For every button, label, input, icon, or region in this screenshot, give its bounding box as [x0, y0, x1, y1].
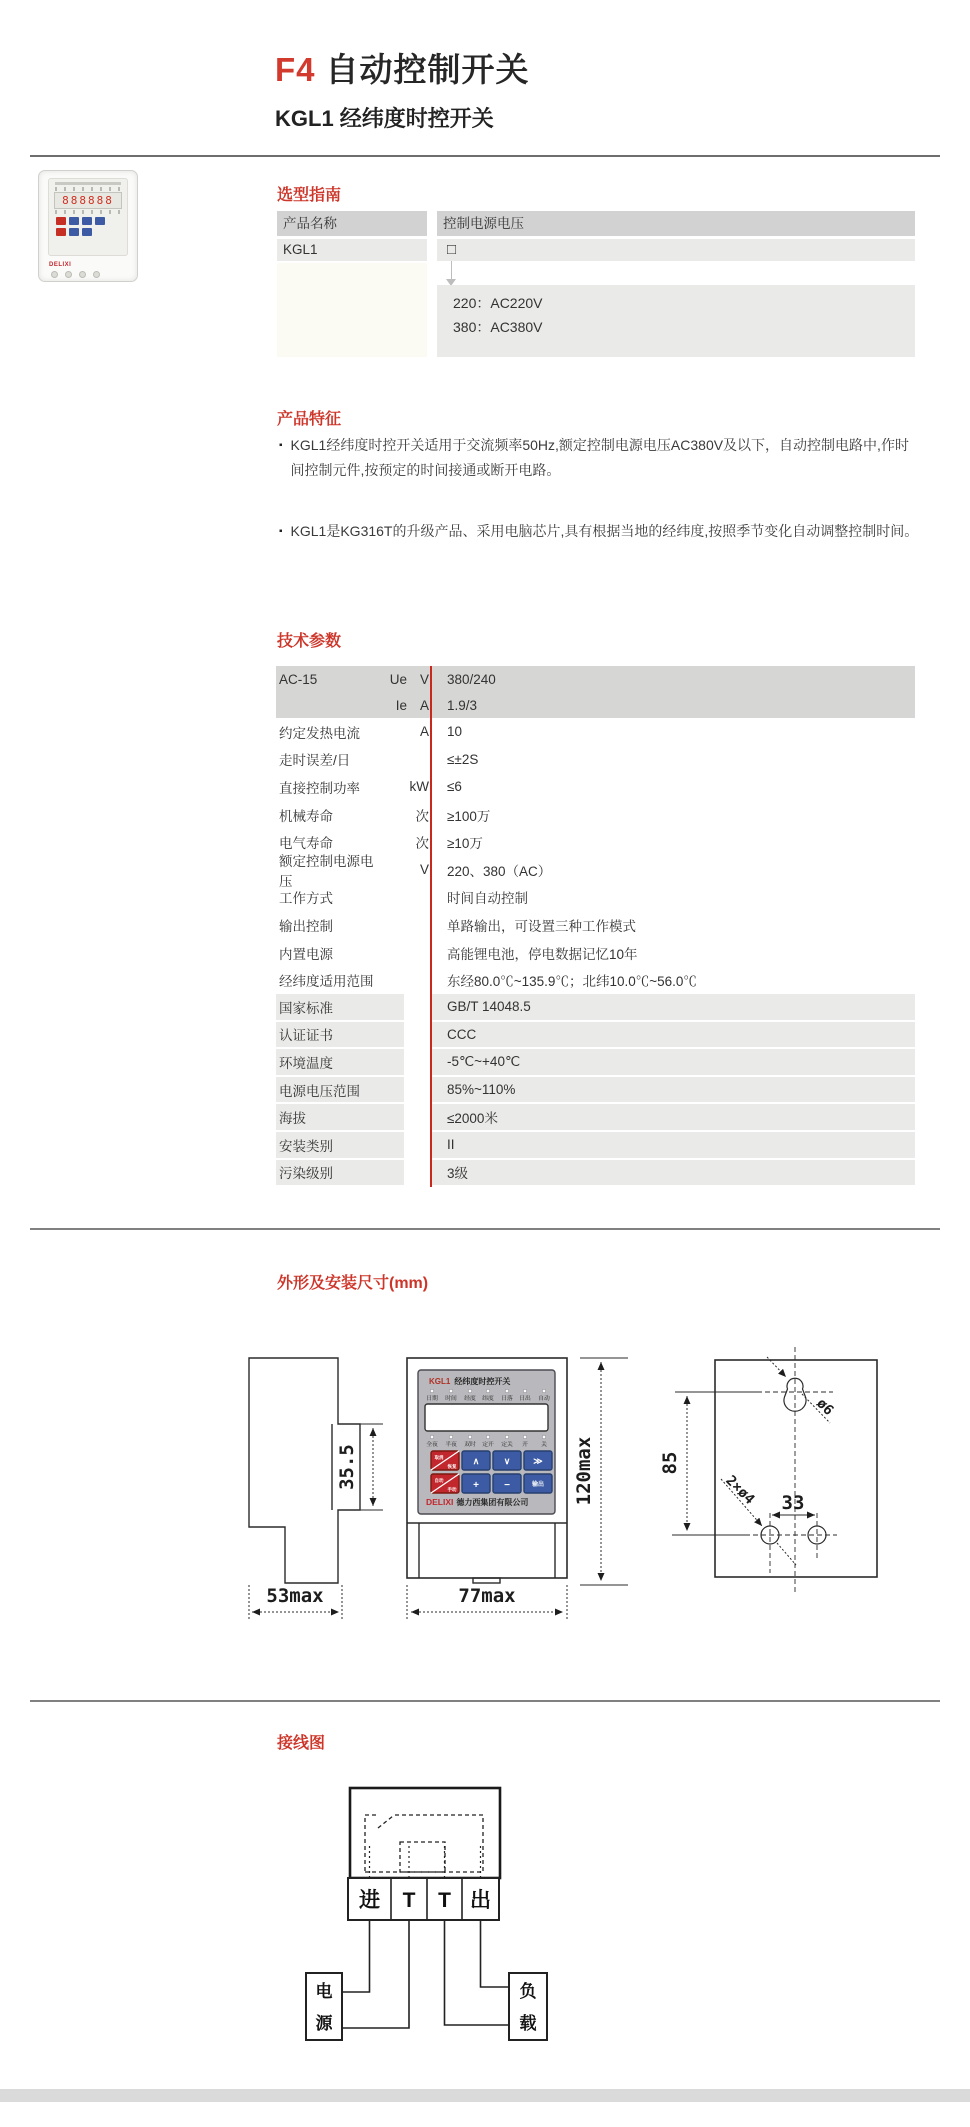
param-label: 工作方式: [279, 891, 333, 907]
param-label: 电源电压范围: [279, 1083, 360, 1099]
param-value: ≥100万: [447, 808, 491, 824]
param-label: 电气寿命: [279, 836, 333, 852]
svg-text:自动: 自动: [434, 1478, 444, 1483]
dimension-drawings: [170, 1330, 940, 1660]
svg-text:+: +: [473, 1480, 479, 1491]
svg-text:∨: ∨: [503, 1456, 511, 1466]
label-small-holes: 2×ø4: [722, 1472, 758, 1508]
param-row: [276, 801, 915, 829]
param-label: 约定发热电流: [279, 725, 360, 741]
svg-text:经度: 经度: [464, 1396, 476, 1402]
param-value: 高能锂电池，停电数据记忆10年: [447, 946, 638, 962]
param-row: [276, 1022, 915, 1050]
svg-text:时间: 时间: [445, 1396, 457, 1402]
terminal-screw: [93, 271, 100, 278]
param-row: [276, 911, 915, 939]
voltage-option: 380：AC380V: [453, 319, 543, 335]
brand-line: DELIXI 德力西集团有限公司: [426, 1497, 529, 1507]
device-label-strip: [55, 182, 121, 185]
svg-text:开: 开: [522, 1442, 528, 1448]
column-header-product-name: 产品名称: [277, 211, 427, 236]
param-label: 认证证书: [279, 1028, 333, 1044]
param-value: -5℃~+40℃: [447, 1053, 521, 1069]
product-photo: [38, 170, 138, 282]
device-brand-label: DELIXI: [49, 262, 72, 268]
param-label: 国家标准: [279, 1000, 333, 1016]
param-label: 经纬度适用范围: [279, 974, 374, 990]
section-code: F4: [275, 51, 316, 88]
param-row: [276, 966, 915, 994]
param-value: 85%~110%: [447, 1082, 516, 1098]
footer-divider-bar: [0, 2089, 970, 2102]
device-led-row: [55, 187, 121, 191]
device-red-button: [56, 217, 66, 225]
relay-coil-box: [400, 1842, 445, 1872]
svg-text:恢复: 恢复: [447, 1464, 457, 1469]
divider-rule-dimensions: [30, 1228, 940, 1230]
device-button-row: [56, 217, 127, 225]
dim-label-width: 77max: [458, 1585, 516, 1607]
param-row: [276, 718, 915, 746]
bullet-square-icon: ▪: [279, 440, 283, 451]
device-terminals: [51, 271, 100, 278]
terminal-label-in: 进: [359, 1889, 380, 1912]
svg-text:∧: ∧: [472, 1456, 480, 1466]
tech-params-heading: 技术参数: [277, 633, 342, 650]
device-blue-button: [69, 217, 79, 225]
param-row: [276, 746, 915, 774]
param-row: [276, 692, 915, 718]
svg-text:定开: 定开: [482, 1442, 494, 1448]
wire-in-to-power: [342, 1920, 370, 1992]
selection-guide-heading: 选型指南: [277, 187, 342, 204]
param-value: ≥10万: [447, 836, 483, 852]
wire-t2-to-load: [445, 1920, 510, 2025]
voltage-code-cell: [437, 239, 915, 261]
param-unit: A: [419, 724, 429, 740]
param-row: [276, 853, 915, 889]
wires: [342, 1920, 509, 2028]
svg-text:自动: 自动: [538, 1396, 550, 1402]
svg-text:纬度: 纬度: [482, 1396, 494, 1402]
param-label: 机械寿命: [279, 808, 333, 824]
param-unit: 次: [415, 808, 429, 824]
device-red-button: [56, 228, 66, 236]
svg-text:手动: 手动: [447, 1487, 457, 1492]
feature-text: KGL1经纬度时控开关适用于交流频率50Hz,额定控制电源电压AC380V及以下，自动控制电路中,作时间控制元件,按预定的时间接通或断开电路。: [290, 437, 909, 478]
param-row: [276, 939, 915, 967]
tech-params-rows: [276, 666, 915, 1187]
param-value: CCC: [447, 1026, 477, 1042]
front-view-drawing: [407, 1358, 628, 1621]
param-label: 输出控制: [279, 918, 333, 934]
bullet-square-icon: ▪: [279, 526, 283, 537]
param-label: 走时误差/日: [279, 753, 351, 769]
lcd-display: [425, 1404, 548, 1431]
param-unit: A: [419, 697, 429, 713]
divider-rule-top: [30, 155, 940, 157]
param-row: [276, 1077, 915, 1105]
param-label: 额定控制电源电压: [279, 853, 374, 889]
param-sub: Ie: [395, 697, 407, 713]
features-heading: 产品特征: [277, 411, 342, 428]
wiring-heading: 接线图: [277, 1735, 326, 1752]
voltage-code-placeholder: □: [447, 241, 457, 258]
svg-text:日期: 日期: [426, 1396, 438, 1402]
power-label: 源: [315, 2014, 333, 2033]
param-row: [276, 1049, 915, 1077]
wiring-diagram: [230, 1780, 620, 2065]
power-label: 电: [315, 1982, 333, 2001]
svg-text:半夜: 半夜: [445, 1442, 457, 1448]
device-blue-button: [69, 228, 79, 236]
param-row: [276, 884, 915, 912]
load-label: 负: [519, 1982, 537, 2001]
svg-text:−: −: [504, 1480, 510, 1491]
svg-text:定关: 定关: [501, 1442, 513, 1448]
dim-label-hole-spacing: 33: [781, 1492, 805, 1514]
param-label: 污染级别: [279, 1166, 333, 1182]
param-value: 220、380（AC）: [447, 863, 552, 879]
voltage-option: 220：AC220V: [453, 295, 543, 311]
feature-text: KGL1是KG316T的升级产品、采用电脑芯片,具有根据当地的经纬度,按照季节变化自动调整控制时间。: [290, 523, 919, 539]
panel-title: KGL1 经纬度时控开关: [429, 1377, 511, 1386]
param-value: 东经80.0℃~135.9℃；北纬10.0℃~56.0℃: [447, 974, 697, 990]
table-left-fill: [277, 263, 427, 357]
mount-view-drawing: [659, 1347, 877, 1592]
param-row: [276, 994, 915, 1022]
param-value: 3级: [447, 1166, 469, 1182]
param-label: 环境温度: [279, 1055, 333, 1071]
tech-params-table: [276, 666, 915, 1187]
param-value: II: [447, 1137, 455, 1153]
param-row: [276, 666, 915, 692]
svg-text:关: 关: [541, 1442, 547, 1448]
terminal-label-t1: T: [402, 1889, 416, 1912]
device-led-row: [55, 210, 121, 214]
terminal-label-out: 出: [470, 1889, 491, 1912]
feature-item: [279, 519, 921, 544]
param-label: 直接控制功率: [279, 780, 360, 796]
feature-item: [279, 433, 921, 483]
param-label: 安装类别: [279, 1138, 333, 1154]
param-row: [276, 1160, 915, 1188]
switch-body-outline: [350, 1788, 500, 1878]
param-sub: Ue: [389, 671, 407, 687]
divider-rule-wiring: [30, 1700, 940, 1702]
param-value: 1.9/3: [447, 697, 478, 713]
param-value: 单路输出，可设置三种工作模式: [447, 918, 636, 934]
device-blue-button: [95, 217, 105, 225]
wire-t1-to-power: [342, 1920, 409, 2028]
param-label: AC-15: [279, 671, 318, 687]
param-value: 时间自动控制: [447, 891, 528, 907]
dim-label-height: 120max: [573, 1436, 595, 1506]
label-large-hole: ø6: [813, 1395, 837, 1419]
param-value: GB/T 14048.5: [447, 999, 531, 1015]
param-value: 380/240: [447, 671, 496, 687]
svg-text:全夜: 全夜: [426, 1442, 438, 1448]
product-subtitle: KGL1 经纬度时控开关: [275, 106, 494, 131]
param-value: ≤2000米: [447, 1111, 498, 1127]
switch-contact-blade: [378, 1816, 393, 1828]
dim-label-depth: 53max: [266, 1585, 324, 1607]
dim-label-rail-height: 35.5: [336, 1444, 358, 1490]
load-label: 载: [519, 2014, 537, 2033]
page-title-text: 自动控制开关: [325, 51, 530, 88]
device-body: [38, 170, 138, 282]
terminal-screw: [65, 271, 72, 278]
terminal-label-t2: T: [438, 1889, 451, 1912]
svg-text:输出: 输出: [531, 1482, 545, 1488]
param-unit: kW: [409, 779, 429, 795]
svg-text:双时: 双时: [464, 1442, 476, 1448]
table-red-divider: [430, 666, 432, 1187]
product-name-cell: KGL1: [277, 239, 427, 261]
param-value: ≤±2S: [447, 751, 479, 767]
param-label: 内置电源: [279, 946, 333, 962]
device-led-display: 888888: [54, 192, 122, 209]
device-blue-button: [82, 228, 92, 236]
svg-text:日出: 日出: [519, 1396, 531, 1402]
device-front-panel: [48, 178, 128, 256]
param-row: [276, 773, 915, 801]
svg-text:日落: 日落: [501, 1396, 513, 1402]
dimensions-heading: 外形及安装尺寸(mm): [277, 1275, 429, 1292]
svg-text:≫: ≫: [533, 1456, 543, 1466]
param-value: 10: [447, 724, 463, 740]
device-button-row: [56, 228, 127, 236]
column-header-control-voltage: 控制电源电压: [437, 211, 915, 236]
wire-out-to-load: [481, 1920, 510, 1987]
svg-text:取消: 取消: [434, 1455, 444, 1460]
param-unit: V: [419, 671, 429, 687]
param-row: [276, 1132, 915, 1160]
param-unit: V: [419, 862, 429, 878]
device-blue-button: [82, 217, 92, 225]
dim-label-vertical-spacing: 85: [659, 1451, 681, 1475]
connector-line: [451, 261, 452, 280]
param-unit: 次: [415, 836, 429, 852]
terminal-screw: [51, 271, 58, 278]
page-title: [275, 44, 530, 91]
param-row: [276, 1104, 915, 1132]
param-value: ≤6: [447, 779, 462, 795]
internal-circuit-dashed: [365, 1815, 483, 1872]
terminal-screw: [79, 271, 86, 278]
param-label: 海拔: [279, 1111, 306, 1127]
side-view-drawing: [249, 1358, 383, 1621]
